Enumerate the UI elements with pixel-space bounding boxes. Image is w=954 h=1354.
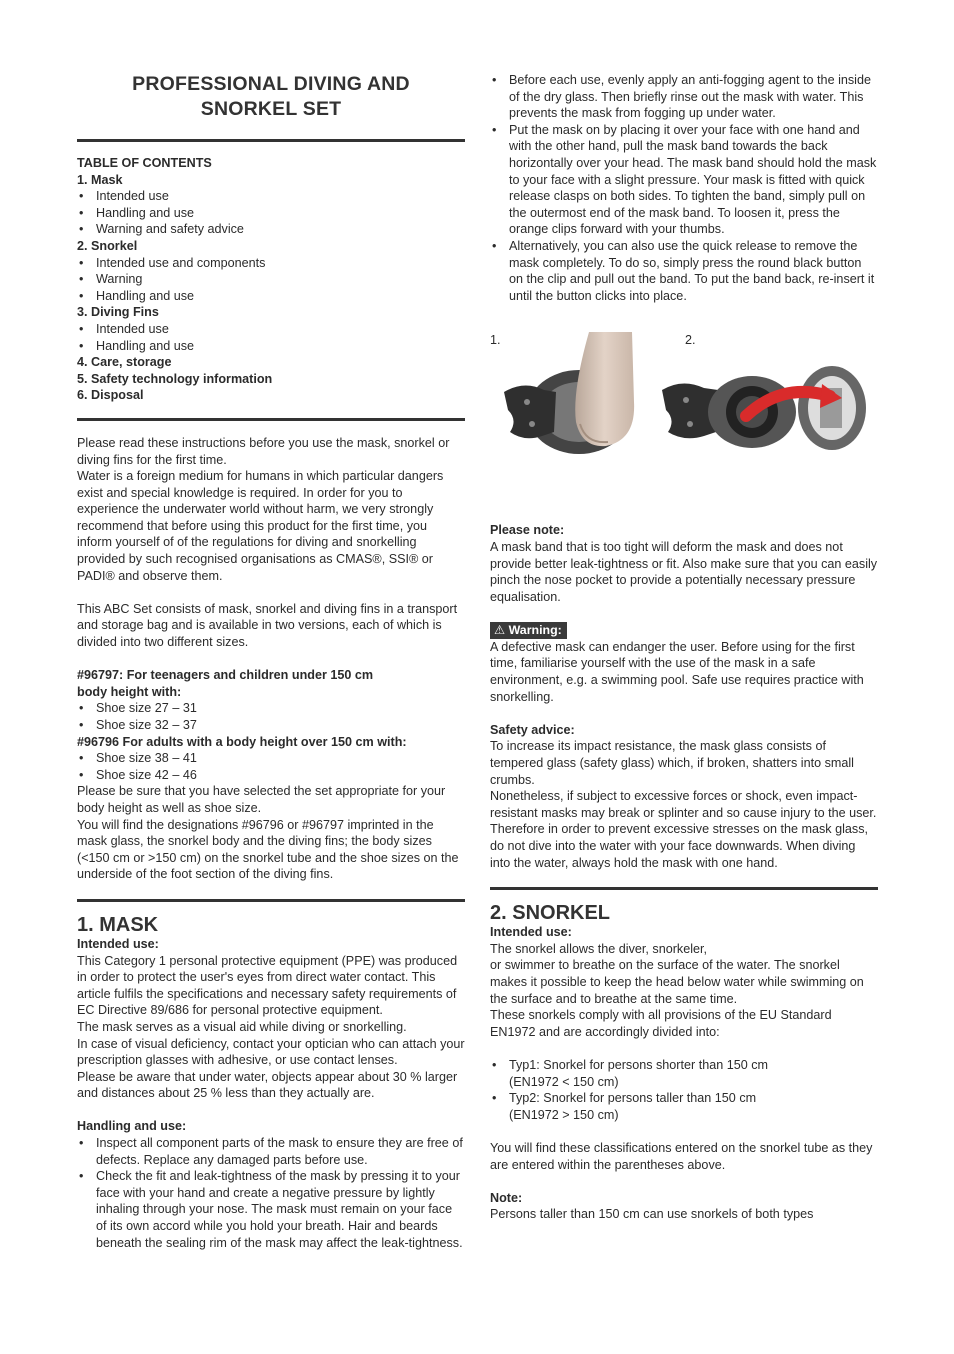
intro-paragraph: Water is a foreign medium for humans in which particular dangers exist and special knowledge is required. In order for you to experience the underwater world without harm, we very strongly recommend that before using this product for the first time, you inform yourself of of the regulations for diving and snorkelling provided by such recognised organisations as CMAS®, SSI® or PADI® and observe them. xyxy=(77,469,444,583)
paragraph: Please be aware that under water, objects appear about 30 % larger and distances about 25 % less than they actually are. xyxy=(77,1069,458,1101)
handling-item: • Alternatively, you can also use the quick release to remove the mask completely. To do so, simply press the round black button on the clip and pull out the band. To put the band back, re-insert it until the button clicks into place. xyxy=(490,238,878,304)
handling-item: • Check the fit and leak-tightness of the mask by pressing it to your face with your hand and create a negative pressure by lightly inhaling through your nose. The mask must remain on your face of its own accord while you hold your breath. Hair and beards beneath the sealing rim of the mask may affect the leak-tightness. xyxy=(77,1168,465,1251)
handling-item: • Inspect all component parts of the mask to ensure they are free of defects. Replace any damaged parts before use. xyxy=(77,1135,465,1168)
toc-item: • Intended use xyxy=(77,321,465,338)
note-block xyxy=(490,522,878,605)
intro-paragraph: You will find the designations #96796 or #96797 imprinted in the mask glass, the snorkel body and the diving fins; the body sizes (<150 cm or >150 cm) on the snorkel tube and the shoe sizes on the underside of the foot section of the diving fins. xyxy=(77,817,459,882)
type-label: • Typ2: Snorkel for persons taller than 150 cm xyxy=(509,1091,757,1106)
toc-section-fins: 3. Diving Fins xyxy=(77,305,159,320)
intro-paragraph: Please be sure that you have selected the set appropriate for your body height as well as shoe size. xyxy=(77,784,446,815)
left-column xyxy=(77,70,465,1251)
paragraph: A defective mask can endanger the user. Before using for the first time, familiarise yourself with the use of the mask in a safe environment, e.g. a swimming pool. Safe use requires practice with snorkelling. xyxy=(490,639,864,704)
warning-icon: ⚠ xyxy=(494,622,506,637)
toc-section-care: 4. Care, storage xyxy=(77,355,172,370)
toc-item: • Warning and safety advice xyxy=(77,221,465,238)
subheading: Please note: xyxy=(490,523,565,538)
section-heading-mask: 1. MASK xyxy=(77,913,159,936)
figure-number: 2. xyxy=(685,333,696,348)
title-line-1: PROFESSIONAL DIVING AND xyxy=(132,73,410,95)
safety-block xyxy=(490,722,878,871)
version-heading: #96796 For adults with a body height over 150 cm with: xyxy=(77,734,407,749)
subheading: Intended use: xyxy=(77,936,159,951)
subheading: Handling and use: xyxy=(77,1119,187,1134)
intro-paragraph: Please read these instructions before you use the mask, snorkel or diving fins for the first time. xyxy=(77,435,450,467)
type-standard: (EN1972 > 150 cm) xyxy=(509,1107,619,1122)
toc-item: • Intended use and components xyxy=(77,255,465,272)
toc-item: • Handling and use xyxy=(77,205,465,222)
clasp-press-illustration xyxy=(494,332,674,482)
toc-heading: TABLE OF CONTENTS xyxy=(77,156,212,170)
title-line-2: SNORKEL SET xyxy=(200,98,342,120)
subheading: Note: xyxy=(490,1190,523,1205)
intro-section xyxy=(77,435,465,883)
toc-section-snorkel: 2. Snorkel xyxy=(77,238,138,253)
paragraph: The snorkel allows the diver, snorkeler, xyxy=(490,941,707,956)
handling-item: • Before each use, evenly apply an anti-fogging agent to the inside of the dry glass. Then briefly rinse out the mask with water. This prevents the mask from fogging up under water. xyxy=(490,72,878,122)
version-heading: body height with: xyxy=(77,684,182,699)
paragraph: Persons taller than 150 cm can use snorkels of both types xyxy=(490,1207,814,1222)
table-of-contents xyxy=(77,155,465,404)
paragraph: or swimmer to breathe on the surface of the water. The snorkel makes it possible to keep the head below water while swimming on the surface and to breathe at the same time. xyxy=(490,958,864,1006)
paragraph: The mask serves as a visual aid while diving or snorkelling. xyxy=(77,1019,407,1034)
toc-item: • Intended use xyxy=(77,188,465,205)
toc-section-safety: 5. Safety technology information xyxy=(77,371,273,386)
quick-release-illustration xyxy=(662,362,872,482)
toc-item: • Warning xyxy=(77,271,465,288)
snorkel-section xyxy=(490,902,878,1223)
mask-clasp-illustrations xyxy=(490,332,878,522)
toc-item: • Handling and use xyxy=(77,338,465,355)
type-label: • Typ1: Snorkel for persons shorter than 150 cm xyxy=(509,1057,769,1072)
size-item: • Shoe size 32 – 37 xyxy=(77,717,465,734)
warning-block xyxy=(490,622,878,705)
paragraph: In case of visual deficiency, contact your optician who can attach your prescription glasses with adhesive, or use contact lenses. xyxy=(77,1036,465,1068)
paragraph: This Category 1 personal protective equipment (PPE) was produced in order to protect the user's eyes from direct water contact. This article fulfils the specifications and necessary safety requirements of EC Directive 89/686 for personal protective equipment. xyxy=(77,953,458,1018)
type-standard: (EN1972 < 150 cm) xyxy=(509,1074,619,1089)
paragraph: Nonetheless, if subject to excessive forces or shock, even impact-resistant masks may break or splinter and so cause injury to the user. Therefore in order to prevent excessive stresses on the mask glass, do not dive into the water with your face downwards. When diving into the water, always hold the mask with one hand. xyxy=(490,789,877,870)
mask-section xyxy=(77,914,465,1251)
paragraph: To increase its impact resistance, the mask glass consists of tempered glass (safety glass) which, if broken, shatters into small crumbs. xyxy=(490,739,854,787)
toc-section-disposal: 6. Disposal xyxy=(77,388,144,403)
paragraph: You will find these classifications entered on the snorkel tube as they are entered within the parentheses above. xyxy=(490,1140,873,1172)
paragraph: A mask band that is too tight will deform the mask and does not provide better leak-tightness or fit. Also make sure that you can easily pinch the nose pocket to provide a potentially necessary pressure equalisation. xyxy=(490,539,878,604)
toc-section-mask: 1. Mask xyxy=(77,172,123,187)
snorkel-type-item xyxy=(490,1090,878,1123)
toc-item: • Handling and use xyxy=(77,288,465,305)
document-title xyxy=(77,72,465,122)
paragraph: These snorkels comply with all provisions of the EU Standard EN1972 and are accordingly divided into: xyxy=(490,1008,832,1039)
right-column xyxy=(490,72,878,1223)
handling-item: • Put the mask on by placing it over your face with one hand and with the other hand, pull the mask band towards the back horizontally over your head. The mask band should hold the mask to your face with a slight pressure. Your mask is fitted with quick release clasps on both sides. To tighten the band, simply pull on the outermost end of the mask band. To loosen it, press the orange clips forward with your thumbs. xyxy=(490,122,878,238)
warning-label: Warning: xyxy=(508,622,562,637)
intro-paragraph: This ABC Set consists of mask, snorkel and diving fins in a transport and storage bag and is available in two versions, each of which is divided into two different sizes. xyxy=(77,601,458,650)
size-item: • Shoe size 38 – 41 xyxy=(77,750,465,767)
figure-number: 1. xyxy=(490,333,501,348)
snorkel-type-item xyxy=(490,1057,878,1090)
subheading: Safety advice: xyxy=(490,722,575,737)
section-heading-snorkel: 2. SNORKEL xyxy=(490,902,611,925)
size-item: • Shoe size 42 – 46 xyxy=(77,767,465,784)
warning-badge xyxy=(490,622,567,639)
subheading: Intended use: xyxy=(490,925,572,940)
version-heading: #96797: For teenagers and children under 150 cm xyxy=(77,668,374,683)
size-item: • Shoe size 27 – 31 xyxy=(77,700,465,717)
